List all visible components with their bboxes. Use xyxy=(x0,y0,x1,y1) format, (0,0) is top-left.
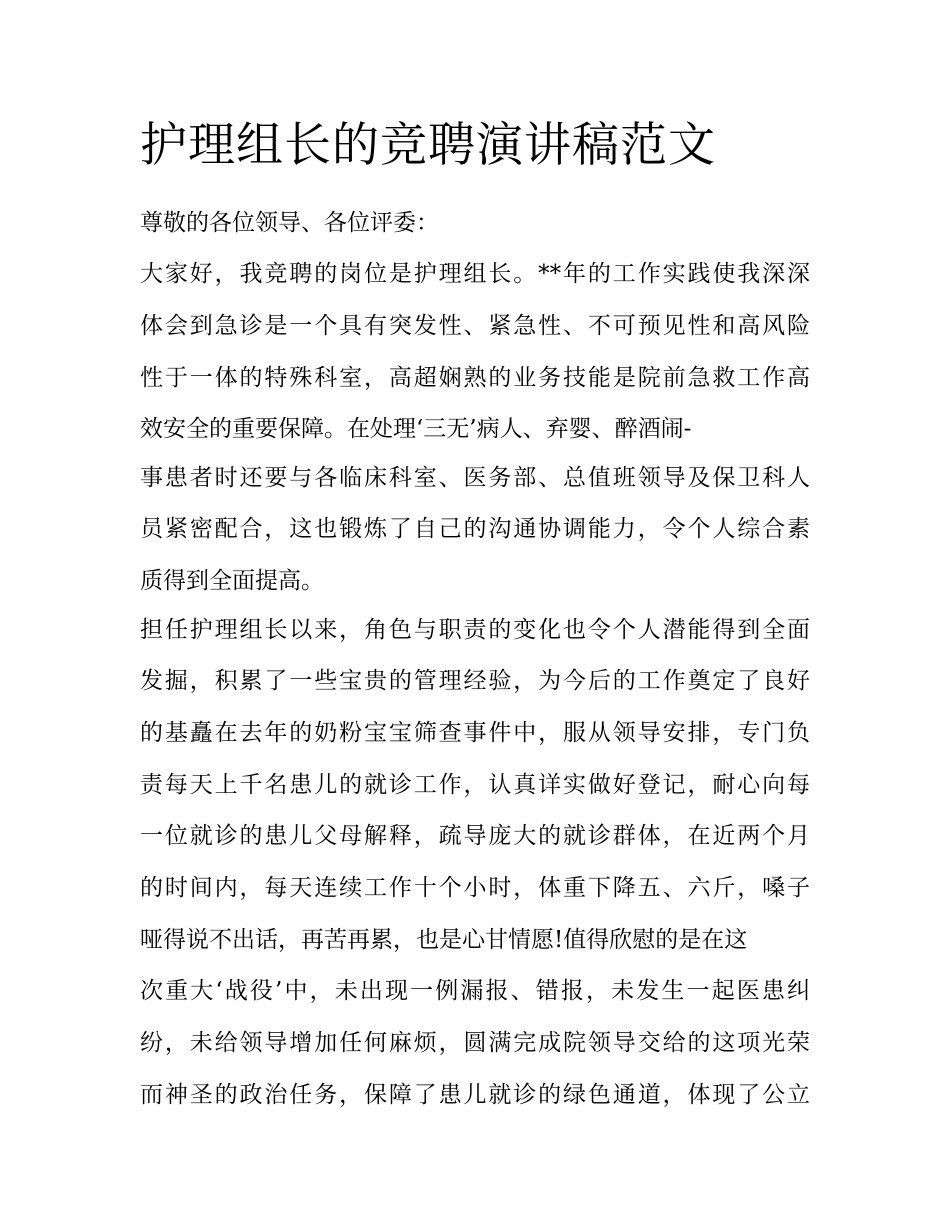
body-line: 担任护理组长以来，角色与职责的变化也令个人潜能得到全面 xyxy=(140,617,810,643)
body-line: 责每天上千名患儿的就诊工作，认真详实做好登记，耐心向每 xyxy=(140,772,810,798)
body-line: 一位就诊的患儿父母解释，疏导庞大的就诊群体，在近两个月 xyxy=(140,823,810,849)
body-line: 事患者时还要与各临床科室、医务部、总值班领导及保卫科人 xyxy=(140,465,810,491)
body-line: 的时间内，每天连续工作十个小时，体重下降五、六斤，嗓子 xyxy=(140,875,810,901)
body-line: 发掘，积累了一些宝贵的管理经验，为今后的工作奠定了良好 xyxy=(140,668,810,694)
body-line: 哑得说不出话，再苦再累，也是心甘情愿!值得欣慰的是在这 xyxy=(140,927,748,953)
document-title: 护理组长的竞聘演讲稿范文 xyxy=(140,118,716,173)
body-line: 而神圣的政治任务，保障了患儿就诊的绿色通道，体现了公立 xyxy=(140,1082,810,1108)
body-line: 性于一体的特殊科室，高超娴熟的业务技能是院前急救工作高 xyxy=(140,365,810,391)
body-line: 纷，未给领导增加任何麻烦，圆满完成院领导交给的这项光荣 xyxy=(140,1030,810,1056)
body-line: 质得到全面提高。 xyxy=(140,568,324,594)
body-line: 的基矗在去年的奶粉宝宝筛查事件中，服从领导安排，专门负 xyxy=(140,720,810,746)
body-line: 效安全的重要保障。在处理‘三无’病人、弃婴、醉酒闹- xyxy=(140,416,692,442)
body-line: 大家好，我竞聘的岗位是护理组长。**年的工作实践使我深深 xyxy=(140,261,810,287)
body-line: 次重大‘战役’中，未出现一例漏报、错报，未发生一起医患纠 xyxy=(140,978,810,1004)
body-line: 员紧密配合，这也锻炼了自己的沟通协调能力，令个人综合素 xyxy=(140,516,810,542)
salutation-line: 尊敬的各位领导、各位评委： xyxy=(140,210,439,236)
body-line: 体会到急诊是一个具有突发性、紧急性、不可预见性和高风险 xyxy=(140,313,810,339)
